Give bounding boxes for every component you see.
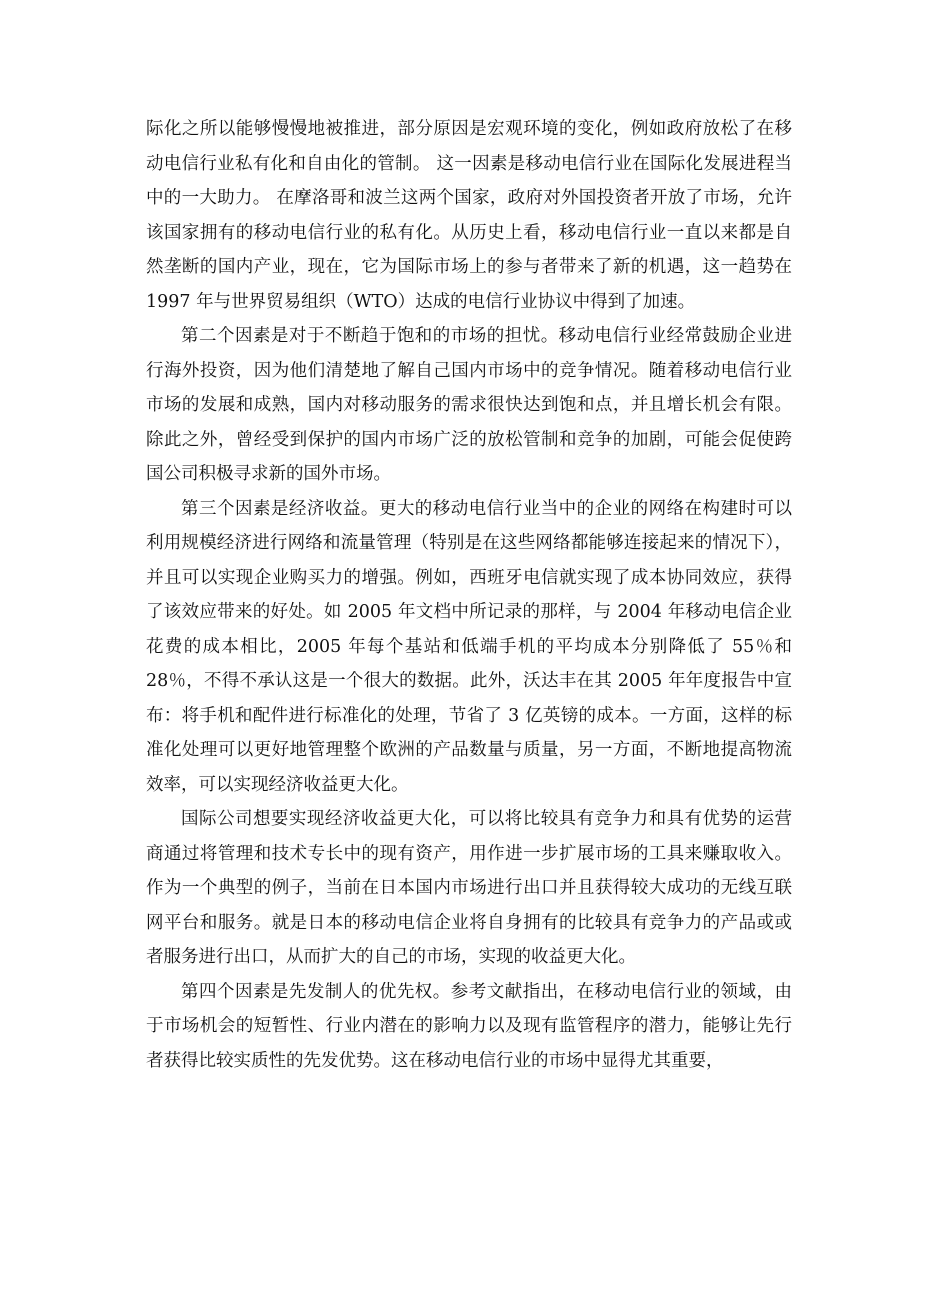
paragraph-1: 际化之所以能够慢慢地被推进，部分原因是宏观环境的变化，例如政府放松了在移动电信行业私有化和自由化的管制。 这一因素是移动电信行业在国际化发展进程当中的一大助力。 在摩洛哥和波兰这两个国家，政府对外国投资者开放了市场，允许该国家拥有的移动电信行业的私有化。从历史上看，移动电信行业一直以来都是自然垄断的国内产业，现在，它为国际市场上的参与者带来了新的机遇，这一趋势在 1997 年与世界贸易组织（WTO）达成的电信行业协议中得到了加速。: [146, 119, 792, 312]
paragraph-5: 第四个因素是先发制人的优先权。参考文献指出，在移动电信行业的领域，由于市场机会的短暂性、行业内潜在的影响力以及现有监管程序的潜力，能够让先行者获得比较实质性的先发优势。这在移动电信行业的市场中显得尤其重要，: [146, 981, 792, 1071]
paragraph-3: 第三个因素是经济收益。更大的移动电信行业当中的企业的网络在构建时可以利用规模经济进行网络和流量管理（特别是在这些网络都能够连接起来的情况下），并且可以实现企业购买力的增强。例如，西班牙电信就实现了成本协同效应，获得了该效应带来的好处。如 2005 年文档中所记录的那样，与 2004 年移动电信企业花费的成本相比，2005 年每个基站和低端手机的平均成本分别降低了 55％和 28％，不得不承认这是一个很大的数据。此外，沃达丰在其 2005 年年度报告中宣布：将手机和配件进行标准化的处理，节省了 3 亿英镑的成本。一方面，这样的标准化处理可以更好地管理整个欧洲的产品数量与质量，另一方面，不断地提高物流效率，可以实现经济收益更大化。: [146, 498, 792, 795]
paragraph-2: 第二个因素是对于不断趋于饱和的市场的担忧。移动电信行业经常鼓励企业进行海外投资，因为他们清楚地了解自己国内市场中的竞争情况。随着移动电信行业市场的发展和成熟，国内对移动服务的需求很快达到饱和点，并且增长机会有限。除此之外，曾经受到保护的国内市场广泛的放松管制和竞争的加剧，可能会促使跨国公司积极寻求新的国外市场。: [146, 326, 792, 484]
paragraph-4: 国际公司想要实现经济收益更大化，可以将比较具有竞争力和具有优势的运营商通过将管理和技术专长中的现有资产，用作进一步扩展市场的工具来赚取收入。作为一个典型的例子，当前在日本国内市场进行出口并且获得较大成功的无线互联网平台和服务。就是日本的移动电信企业将自身拥有的比较具有竞争力的产品或或者服务进行出口，从而扩大的自己的市场，实现的收益更大化。: [146, 809, 792, 967]
document-body: [146, 112, 792, 1078]
